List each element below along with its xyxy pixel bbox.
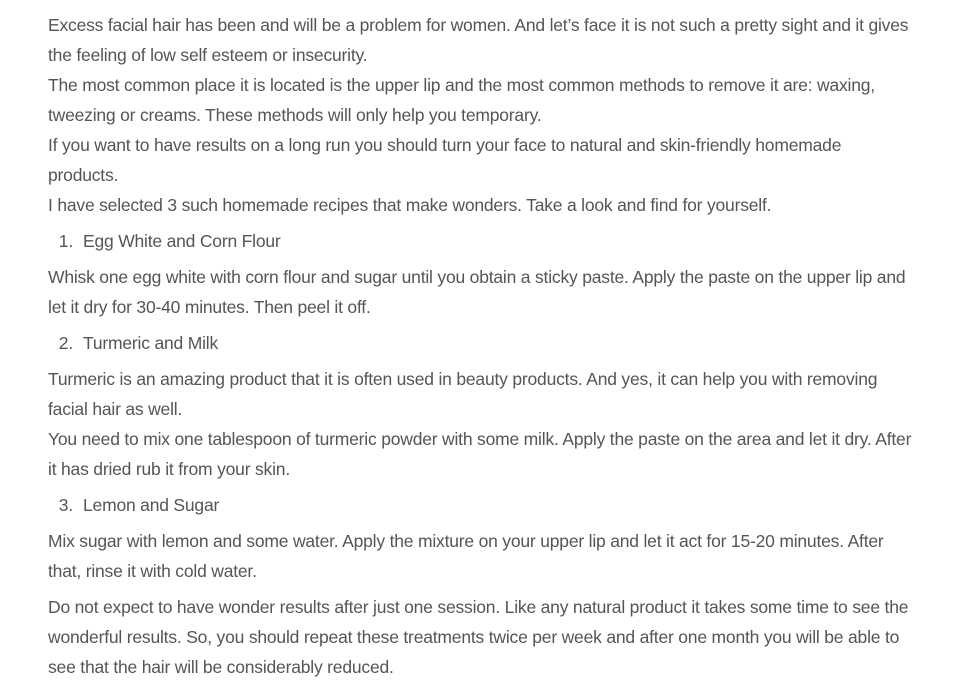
list-number: 2. bbox=[58, 333, 73, 353]
intro-paragraph: The most common place it is located is the upper lip and the most common methods to remove it are: waxing, tweezing or creams. These methods will only help you temporary. bbox=[48, 75, 875, 125]
conclusion-paragraph: Do not expect to have wonder results after just one session. Like any natural product it takes some time to see the wonderful results. So, you should repeat these treatments twice per week and after one month you will be able to see that the hair will be considerably reduced. bbox=[48, 597, 909, 677]
recipe-paragraph: You need to mix one tablespoon of turmeric powder with some milk. Apply the paste on the area and let it dry. After it has dried rub it from your skin. bbox=[48, 429, 912, 479]
recipe-title: Turmeric and Milk bbox=[83, 333, 219, 353]
recipe-paragraph: Mix sugar with lemon and some water. Apply the mixture on your upper lip and let it act for 15-20 minutes. After that, rinse it with cold water. bbox=[48, 531, 884, 581]
recipe-list-item bbox=[48, 490, 912, 520]
recipe-paragraph: Turmeric is an amazing product that it is often used in beauty products. And yes, it can help you with removing facial hair as well. bbox=[48, 369, 878, 419]
intro-paragraph: I have selected 3 such homemade recipes that make wonders. Take a look and find for yourself. bbox=[48, 195, 772, 215]
intro-paragraph: Excess facial hair has been and will be a problem for women. And let’s face it is not such a pretty sight and it gives the feeling of low self esteem or insecurity. bbox=[48, 15, 909, 65]
recipe-title: Lemon and Sugar bbox=[83, 495, 220, 515]
intro-paragraph: If you want to have results on a long run you should turn your face to natural and skin-friendly homemade products. bbox=[48, 135, 842, 185]
list-number: 1. bbox=[58, 231, 73, 251]
recipe-list-item bbox=[48, 328, 912, 358]
list-number: 3. bbox=[58, 495, 73, 515]
recipe-title: Egg White and Corn Flour bbox=[83, 231, 281, 251]
recipe-paragraph: Whisk one egg white with corn flour and sugar until you obtain a sticky paste. Apply the paste on the upper lip and let it dry for 30-40 minutes. Then peel it off. bbox=[48, 267, 906, 317]
recipe-list-item bbox=[48, 226, 912, 256]
